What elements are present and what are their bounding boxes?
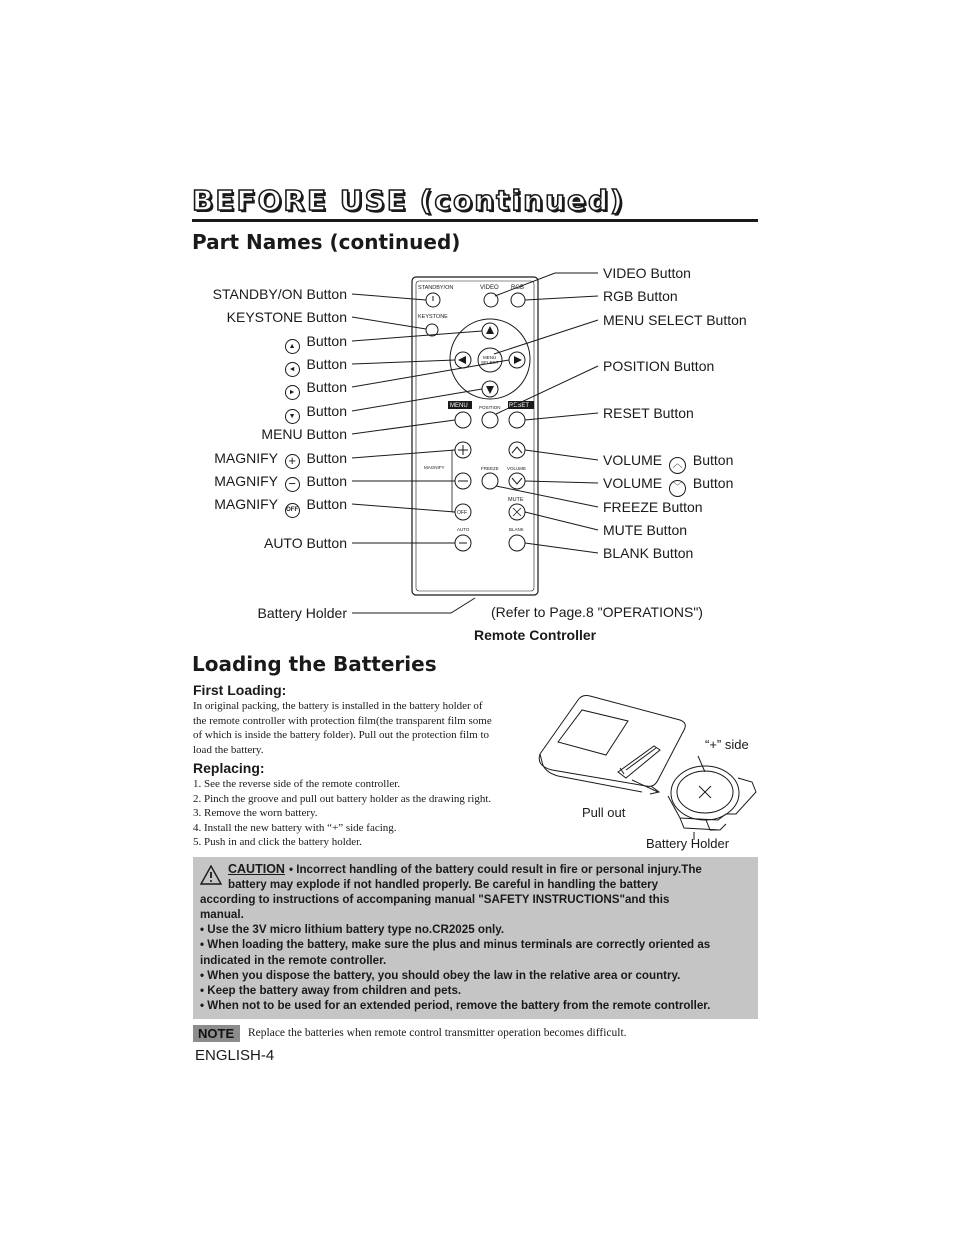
label-keystone-button: KEYSTONE Button [226, 309, 347, 325]
label-video-button: VIDEO Button [603, 265, 691, 281]
battery-figure [530, 690, 760, 840]
label-freeze-button: FREEZE Button [603, 499, 703, 515]
remote-print-rgb: RGB [511, 285, 525, 291]
caution-line: • Incorrect handling of the battery could result in fire or personal injury.The [288, 863, 702, 876]
loading-batteries-heading: Loading the Batteries [192, 652, 437, 676]
rgb-button [511, 293, 525, 307]
label-rgb-button: RGB Button [603, 288, 678, 304]
remote-print-magnify: MAGNIFY [424, 465, 445, 470]
caution-line: • When not to be used for an extended period, remove the battery from the remote controller. [200, 998, 711, 1012]
remote-caption: Remote Controller [474, 627, 597, 643]
caution-line: • Keep the battery away from children and pets. [200, 983, 462, 997]
caution-line: • When loading the battery, make sure the plus and minus terminals are correctly oriented as [200, 938, 711, 952]
volume-down-button [509, 473, 525, 489]
label-menu-button: MENU Button [261, 426, 347, 442]
first-loading-line: the remote controller with protection film(the transparent film some [193, 714, 492, 727]
label-mute-button: MUTE Button [603, 522, 688, 538]
page-number: ENGLISH-4 [195, 1047, 275, 1064]
menu-button [455, 412, 471, 428]
note-text: Replace the batteries when remote control transmitter operation becomes difficult. [248, 1027, 627, 1039]
label-menu-select-button: MENU SELECT Button [603, 312, 747, 328]
label-battery-holder: Battery Holder [257, 605, 347, 621]
label-up-button: ▲ Button [282, 333, 347, 354]
pull-out-label: Pull out [582, 805, 626, 820]
video-button [484, 293, 498, 307]
caution-line: indicated in the remote controller. [200, 953, 387, 967]
magnify-minus-icon: − [285, 477, 300, 492]
replacing-step: 3. Remove the worn battery. [193, 807, 318, 820]
replacing-step: 2. Pinch the groove and pull out battery holder as the drawing right. [193, 792, 492, 805]
label-magnify-off-button: MAGNIFY OFF Button [214, 496, 347, 518]
remote-print-auto: AUTO [457, 527, 470, 532]
magnify-off-icon: OFF [285, 503, 300, 518]
volume-down-icon: ﹀ [669, 480, 686, 497]
remote-print-standby: STANDBY/ON [418, 285, 454, 291]
magnify-plus-icon: + [285, 454, 300, 469]
label-auto-button: AUTO Button [263, 535, 347, 551]
up-arrow-icon: ▲ [285, 339, 300, 354]
label-reset-button: RESET Button [603, 405, 694, 421]
first-loading-line: In original packing, the battery is installed in the battery holder of [193, 700, 483, 712]
plus-side-label: “+” side [705, 737, 749, 752]
label-down-button: ▼ Button [282, 403, 347, 424]
caution-line: manual. [200, 908, 244, 922]
caution-line: • Use the 3V micro lithium battery type no.CR2025 only. [200, 923, 505, 937]
freeze-button [482, 473, 498, 489]
remote-print-freeze: FREEZE [481, 466, 499, 471]
label-position-button: POSITION Button [603, 358, 715, 374]
caution-first-line [200, 862, 750, 877]
remote-print-off: OFF [457, 510, 467, 516]
first-loading-line: of which is inside the battery folder). Pull out the protection film to [193, 729, 490, 742]
remote-print-position: POSITION [479, 405, 501, 410]
caution-line: according to instructions of accompaning manual "SAFETY INSTRUCTIONS"and this [200, 893, 670, 907]
caution-line: • When you dispose the battery, you should obey the law in the relative area or country. [200, 968, 681, 982]
volume-up-button [509, 442, 525, 458]
replacing-step: 5. Push in and click the battery holder. [193, 836, 362, 849]
label-magnify-minus-button: MAGNIFY − Button [214, 473, 347, 491]
label-blank-button: BLANK Button [603, 545, 694, 561]
caution-box [193, 857, 758, 1019]
remote-print-keystone: KEYSTONE [418, 314, 448, 320]
caution-label: CAUTION [228, 862, 285, 876]
right-arrow-icon: ► [285, 385, 300, 400]
first-loading-line: load the battery. [193, 743, 264, 756]
remote-print-volume: VOLUME [507, 466, 527, 471]
remote-print-menu: MENU [450, 403, 468, 409]
first-loading-text [193, 699, 492, 757]
label-volume-down-button: VOLUME ﹀ Button [603, 475, 733, 497]
first-loading-heading: First Loading: [193, 682, 287, 698]
label-magnify-plus-button: MAGNIFY + Button [214, 450, 347, 468]
caution-line: battery may explode if not handled properly. Be careful in handling the battery [228, 878, 659, 892]
part-names-heading: Part Names (continued) [192, 230, 461, 254]
down-arrow-icon: ▼ [285, 409, 300, 424]
refer-note: (Refer to Page.8 "OPERATIONS") [491, 604, 703, 620]
remote-print-reset: RESET [509, 403, 530, 409]
replacing-step: 1. See the reverse side of the remote controller. [193, 778, 401, 790]
remote-print-mute: MUTE [508, 497, 524, 503]
note-badge: NOTE [193, 1025, 240, 1042]
page-title: BEFORE USE (continued) [192, 184, 625, 217]
replacing-heading: Replacing: [193, 760, 265, 776]
label-volume-up-button: VOLUME ︿ Button [603, 452, 733, 474]
replacing-steps [193, 777, 491, 850]
remote-print-blank: BLANK [509, 527, 524, 532]
remote-print-video: VIDEO [480, 285, 499, 291]
blank-button [509, 535, 525, 551]
position-button [482, 412, 498, 428]
label-standby-button: STANDBY/ON Button [212, 286, 347, 302]
left-arrow-icon: ◄ [285, 362, 300, 377]
replacing-step: 4. Install the new battery with “+” side facing. [193, 821, 397, 834]
battery-holder-label: Battery Holder [646, 836, 730, 851]
remote-print-menu-select-2: SELECT [481, 360, 499, 365]
label-right-button: ► Button [282, 379, 347, 400]
label-left-button: ◄ Button [282, 356, 347, 377]
remote-print-menu-select-1: MENU [483, 355, 497, 360]
volume-up-icon: ︿ [669, 457, 686, 474]
reset-button [509, 412, 525, 428]
